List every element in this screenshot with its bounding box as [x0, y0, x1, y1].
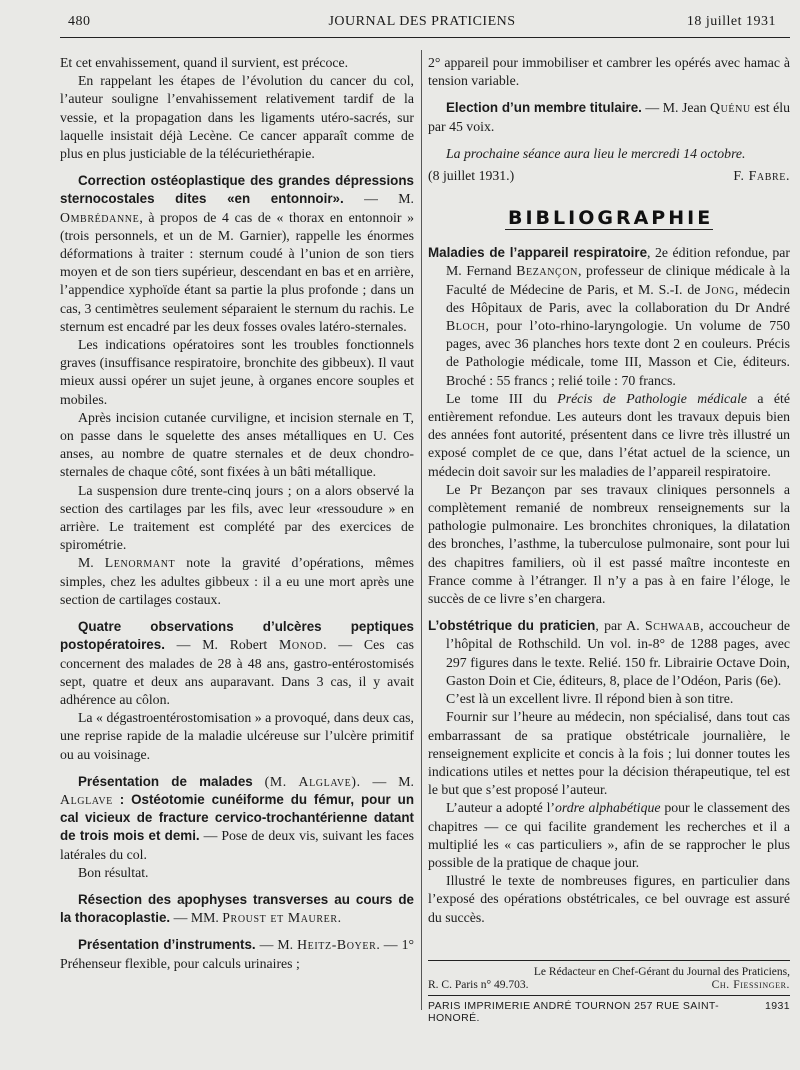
- header-rule: [60, 37, 790, 38]
- text: , pour l’oto-rhino-laryngologie. Un volume de 750 pages, avec 36 planches hors texte dont 2 en couleurs. Précis de Pathologie médicale, tome III, Masson et Cie, éditeurs. Broché : 55 francs ; relié toile : 70 francs.: [446, 318, 790, 388]
- author-name: Quénu: [710, 100, 751, 116]
- italic-phrase: ordre alphabétique: [555, 800, 661, 816]
- section-text: , à propos de 4 cas de « thorax en entonnoir » (trois personnels, et un de M. Garnier), rappelle les énormes déformations à traiter : sternum coudé à l’union de son tiers moyen et de son tiers supérieur, descendant en bas et en arrière, l’appendice xyphoïde étant sa partie la plus profonde ; dans un cas, 3 centimètres seulement séparaient le sternum du rachis. Le sternum est encadré par les deux fosses ovales latéro-sternales.: [60, 209, 414, 334]
- paragraph: Le Pr Bezançon par ses travaux cliniques personnels a complètement remanié de nombreux renseignements sur la pathologie pulmonaire. Les bronchites chroniques, la dilatation des bronches, l’asthme, la tuberculose pulmonaire, sont pour lui des chapitres familiers, où il est passé maître inconteste en France comme à l’étranger. Il n’y a pas à en faire l’éloge, le succès de ce livre s’en chargera.: [428, 481, 790, 607]
- paragraph: 2° appareil pour immobiliser et cambrer les opérés avec hamac à tension variable.: [428, 55, 790, 89]
- author-name: Proust et Maurer: [222, 910, 338, 926]
- registry-number: R. C. Paris n° 49.703.: [428, 979, 529, 991]
- section-text: . — Ces cas concernent des malades de 28 à 48 ans, gastro-entérostomisés sept, quatre et deux ans auparavant. Dans 3 cas, il y avait adhérence au côlon.: [60, 637, 414, 707]
- paragraph: La « dégastroentérostomisation » a provoqué, dans deux cas, une reprise rapide de la maladie ulcéreuse sur l’ulcère primitif ou au voisinage.: [60, 710, 414, 762]
- text: M.: [78, 555, 105, 571]
- imprint-year: 1931: [765, 1000, 790, 1012]
- journal-title: JOURNAL DES PRATICIENS: [328, 14, 516, 29]
- issue-date: 18 juillet 1931: [686, 14, 776, 29]
- paragraph: Fournir sur l’heure au médecin, non spécialisé, dans tout cas embarrassant de sa pratique obstétricale journalière, le renseignement explicite et concis à la fois ; lui donner toutes les indications utiles et nettes pour la décision thérapeutique, tel est le but que s’est proposé l’auteur.: [428, 709, 790, 798]
- section-presentation-instruments: [60, 936, 414, 972]
- text: note la gravité d’opérations, mêmes simples, chez les adultes gibbeux : il a eu une mort après une section de cartilages costaux.: [60, 555, 414, 607]
- paragraph: [60, 554, 414, 609]
- signature-row: [428, 167, 790, 185]
- editor-line: Le Rédacteur en Chef-Gérant du Journal des Praticiens,: [533, 966, 790, 978]
- section-ulceres-peptiques: [60, 618, 414, 709]
- italic-title: Précis de Pathologie médicale: [557, 390, 748, 406]
- paragraph: Après incision cutanée curviligne, et incision sternale en T, on passe dans le squelette des anses métalliques en U. Ces anses, au nombre de quatre sternales et de deux chondro-sternales de chaque côté, sont fixées à un bâti métallique.: [60, 409, 414, 480]
- section-title: Présentation d’instruments.: [78, 937, 256, 953]
- section-correction-osteoplastique: [60, 172, 414, 336]
- paragraph: En rappelant les étapes de l’évolution du cancer du col, l’auteur souligne l’envahissement relativement tardif de la vessie, et la propagation dans les ligaments utéro-sacrés, sur laquelle insistait déjà Lecène. Ce cancer apparaît comme de plus en plus justiciable de la télécuriethérapie.: [60, 73, 414, 162]
- page-number: 480: [68, 14, 91, 29]
- text: , 2e édition refondue, par M. Fernand: [446, 245, 790, 279]
- column-divider: [421, 50, 422, 1010]
- paragraph: La suspension dure trente-cinq jours ; on a alors observé la section des cartilages par les fils, avec leur «ressoudure » en arrière. Le traitement est complété par des exercices de spirométrie.: [60, 482, 414, 553]
- book-title: Maladies de l’appareil respiratoire: [428, 245, 648, 261]
- section-subtitle: : Ostéotomie cunéiforme du fémur, pour un cal vicieux de fracture cervico-trochantérienne datant de trois mois et demi.: [60, 791, 414, 844]
- author-name: Bezançon: [516, 263, 578, 279]
- book-review-respiratoire: [428, 244, 790, 390]
- section-text: — Pose de deux vis, suivant les faces latérales du col.: [60, 828, 414, 862]
- author-name: (M. Alglave).: [264, 773, 361, 789]
- section-election: [428, 99, 790, 135]
- editor-credit: [428, 966, 790, 992]
- heading-text: BIBLIOGRAPHIE: [505, 207, 716, 229]
- author-name: Alglave: [60, 791, 113, 807]
- author-name: Bloch: [446, 318, 486, 334]
- dash: — M. Robert: [164, 637, 280, 653]
- section-title: Résection des apophyses transverses au cours de la thoracoplastie.: [60, 891, 414, 926]
- dash: — M.: [343, 191, 414, 207]
- footer-rule: [428, 960, 790, 961]
- book-review-obstetrique: [428, 617, 790, 690]
- paragraph: [428, 390, 790, 481]
- text: Le tome III du: [446, 390, 558, 406]
- section-text: . — 1° Préhenseur flexible, pour calculs urinaires ;: [60, 937, 414, 971]
- section-title: Présentation de malades: [78, 773, 253, 789]
- dash: — MM.: [170, 910, 223, 926]
- dash: — M.: [360, 773, 414, 789]
- section-resection-apophyses: [60, 891, 414, 927]
- author-name: Lenormant: [104, 555, 176, 571]
- dash: — M.: [255, 937, 298, 953]
- book-entry: [428, 617, 790, 690]
- printer-imprint: [428, 1000, 790, 1024]
- text: , par A.: [595, 618, 645, 634]
- text: , médecin des Hôpitaux de Paris, avec la collaboration du Dr André: [446, 281, 790, 315]
- paragraph: C’est là un excellent livre. Il répond bien à son titre.: [446, 691, 734, 707]
- next-session-note: La prochaine séance aura lieu le mercredi 14 octobre.: [446, 145, 746, 161]
- session-date: (8 juillet 1931.): [428, 168, 515, 184]
- imprint-rule: [428, 995, 790, 996]
- editor-name: Ch. Fiessinger.: [711, 979, 790, 991]
- paragraph: Et cet envahissement, quand il survient, est précoce.: [60, 55, 349, 70]
- imprint-text: PARIS IMPRIMERIE ANDRÉ TOURNON 257 RUE SAINT-HONORÉ.: [428, 1000, 720, 1024]
- author-name: Schwaab: [644, 618, 701, 634]
- right-column: [428, 54, 790, 927]
- book-title: L’obstétrique du praticien: [428, 618, 596, 634]
- editor-row: [428, 979, 790, 992]
- section-title: Election d’un membre titulaire.: [446, 100, 642, 116]
- text: pour le classement des chapitres — ce qui facilite grandement les recherches et il a multiplié les « cas particuliers », afin de se rapprocher le plus possible de la pratique de chaque jour.: [428, 800, 790, 870]
- paragraph: [428, 799, 790, 872]
- bibliography-heading: [505, 207, 713, 230]
- text: .: [337, 910, 342, 926]
- dash: — M. Jean: [641, 100, 711, 116]
- author-name: Monod: [279, 637, 324, 653]
- section-title: Quatre observations d’ulcères peptiques postopératoires.: [60, 619, 414, 653]
- text: , accoucheur de l’hôpital de Rothschild. Un vol. in-8° de 1288 pages, avec 297 figures dans le texte. Relié. 150 fr. Librairie Octave Doin, Gaston Doin et Cie, éditeurs, 8, place de l’Odéon, Paris (6e).: [446, 618, 790, 688]
- section-presentation-malades: [60, 773, 414, 864]
- book-entry: [428, 244, 790, 390]
- paragraph: Illustré le texte de nombreuses figures, en particulier dans l’exposé des opérations obstétricales, ce bel ouvrage est assuré du succès.: [428, 873, 790, 925]
- text: L’auteur a adopté l’: [446, 800, 556, 816]
- text: , professeur de clinique médicale à la Faculté de Médecine de Paris, et M. S.-I. de: [446, 263, 790, 297]
- author-name: Jong: [705, 281, 735, 297]
- author-name: Ombrédanne: [60, 209, 140, 225]
- text: a été entièrement refondue. Les auteurs dont les travaux depuis bien des années font autorité, présentent dans ce livre très illustré un exposé complet de ce que, dans l’état actuel de la science, un médecin doit savoir sur les maladies de l’appareil respiratoire.: [428, 390, 790, 479]
- author-name: Heitz-Boyer: [297, 937, 377, 953]
- paragraph: Bon résultat.: [78, 864, 149, 880]
- running-header: [68, 14, 776, 36]
- section-title: Correction ostéoplastique des grandes dépressions sternocostales dites «en entonnoir».: [60, 173, 414, 207]
- signature: F. Fabre.: [733, 168, 790, 184]
- paragraph: Les indications opératoires sont les troubles fonctionnels graves (insuffisance respiratoire, bronchite des gibbeux). Il vaut mieux aussi opérer un sujet jeune, à organes encore souples et mobiles.: [60, 337, 414, 407]
- section-text: est élu par 45 voix.: [428, 100, 790, 134]
- left-column: [60, 54, 414, 973]
